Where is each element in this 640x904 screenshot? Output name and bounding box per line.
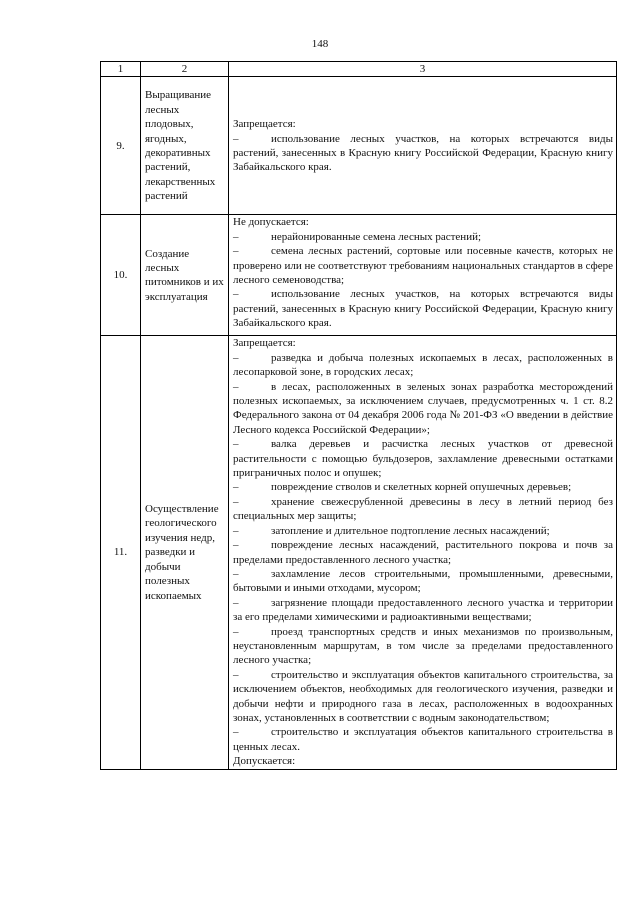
dash-bullet: –: [233, 438, 239, 451]
column-header: 3: [229, 62, 617, 77]
dash-bullet: –: [233, 230, 239, 243]
page-number: 148: [311, 38, 329, 50]
dash-bullet: –: [233, 726, 239, 739]
dash-bullet: –: [233, 351, 239, 364]
permitted-heading: Допускается:: [233, 755, 296, 768]
restriction-item-text: хранение свежесрубленной древесины в лесу в летний период без специальных мер защиты;: [233, 495, 613, 523]
restriction-item-text: семена лесных растений, сортовые или посевные качеств, которых не проверено или не соответствуют требованиям национальных стандартов в сфере лесного семеноводства;: [233, 245, 613, 287]
dash-bullet: –: [233, 524, 239, 537]
table-row: [101, 215, 617, 336]
restriction-item: [233, 351, 613, 380]
restriction-item-text: нерайонированные семена лесных растений;: [271, 230, 482, 243]
restriction-item: [233, 538, 613, 567]
restriction-item-text: затопление и длительное подтопление лесных насаждений;: [271, 524, 550, 537]
restriction-item: [233, 244, 613, 287]
restriction-item-text: повреждение стволов и скелетных корней опушечных деревьев;: [271, 481, 572, 494]
restrictions-cell: [229, 215, 617, 336]
restriction-item: [233, 437, 613, 480]
row-number: 11.: [101, 336, 141, 769]
restriction-item: [233, 132, 613, 175]
regulations-table: [100, 61, 617, 770]
dash-bullet: –: [233, 481, 239, 494]
restriction-item: [233, 230, 613, 244]
dash-bullet: –: [233, 245, 239, 258]
restrictions-cell: [229, 77, 617, 215]
dash-bullet: –: [233, 625, 239, 638]
restriction-item-text: строительство и эксплуатация объектов капитального строительства, за исключением объектов, необходимых для геологического изучения, разведки и добычи нефти и природного газа в лесах, расположенных в водоохранных зонах, установленных в соответствии с водным законодательством;: [233, 668, 613, 724]
restriction-heading: Запрещается:: [233, 118, 296, 131]
dash-bullet: –: [233, 380, 239, 393]
restriction-item-text: захламление лесов строительными, промышленными, древесными, бытовыми и иными отходами, мусором;: [233, 567, 613, 595]
restriction-item: [233, 480, 613, 494]
dash-bullet: –: [233, 495, 239, 508]
activity-name: Осуществление геологического изучения недр, разведки и добычи полезных ископаемых: [141, 336, 229, 769]
table-header-row: [101, 62, 617, 77]
restriction-item: [233, 596, 613, 625]
restriction-item-text: валка деревьев и расчистка лесных участков от древесной растительности с помощью бульдозеров, захламление древесными остатками приграничных полос и опушек;: [233, 438, 613, 480]
restriction-item: [233, 625, 613, 668]
restriction-item: [233, 668, 613, 726]
activity-name: Создание лесных питомников и их эксплуатация: [141, 215, 229, 336]
row-number: 9.: [101, 77, 141, 215]
table-row: [101, 336, 617, 769]
restriction-item-text: загрязнение площади предоставленного лесного участка и территории за его пределами химическими и радиоактивными веществами;: [233, 596, 613, 624]
restriction-item: [233, 287, 613, 330]
restriction-item: [233, 725, 613, 754]
restriction-item: [233, 524, 613, 538]
restriction-item: [233, 380, 613, 438]
restriction-item-text: использование лесных участков, на которых встречаются виды растений, занесенных в Красную книгу Российской Федерации, Красную книгу Забайкальского края.: [233, 132, 613, 174]
column-header: 1: [101, 62, 141, 77]
restriction-item: [233, 495, 613, 524]
dash-bullet: –: [233, 567, 239, 580]
restriction-item-text: проезд транспортных средств и иных механизмов по произвольным, неустановленным маршрутам, в том числе за пределами предоставленного лесного участка;: [233, 625, 613, 667]
restriction-item: [233, 567, 613, 596]
dash-bullet: –: [233, 288, 239, 301]
dash-bullet: –: [233, 668, 239, 681]
restriction-item-text: разведка и добыча полезных ископаемых в лесах, расположенных в лесопарковой зоне, в городских лесах;: [233, 351, 613, 379]
restriction-item-text: строительство и эксплуатация объектов капитального строительства в ценных лесах.: [233, 726, 613, 753]
activity-name: Выращивание лесных плодовых, ягодных, декоративных растений, лекарственных растений: [141, 77, 229, 215]
restrictions-cell: [229, 336, 617, 769]
table-row: [101, 77, 617, 215]
restriction-heading: Не допускается:: [233, 216, 309, 229]
dash-bullet: –: [233, 596, 239, 609]
row-number: 10.: [101, 215, 141, 336]
restriction-item-text: использование лесных участков, на которых встречаются виды растений, занесенных в Красную книгу Российской Федерации, Красную книгу Забайкальского края.: [233, 288, 613, 330]
restriction-item-text: в лесах, расположенных в зеленых зонах разработка месторождений полезных ископаемых, за исключением случаев, предусмотренных ч. 1 ст. 8.2 Федерального закона от 04 декабря 2006 года № 201-ФЗ «О введении в действие Лесного кодекса Российской Федерации»;: [233, 380, 613, 436]
dash-bullet: –: [233, 539, 239, 552]
dash-bullet: –: [233, 132, 239, 145]
column-header: 2: [141, 62, 229, 77]
restriction-heading: Запрещается:: [233, 337, 296, 350]
restriction-item-text: повреждение лесных насаждений, растительного покрова и почв за пределами предоставленного лесного участка;: [233, 539, 613, 566]
